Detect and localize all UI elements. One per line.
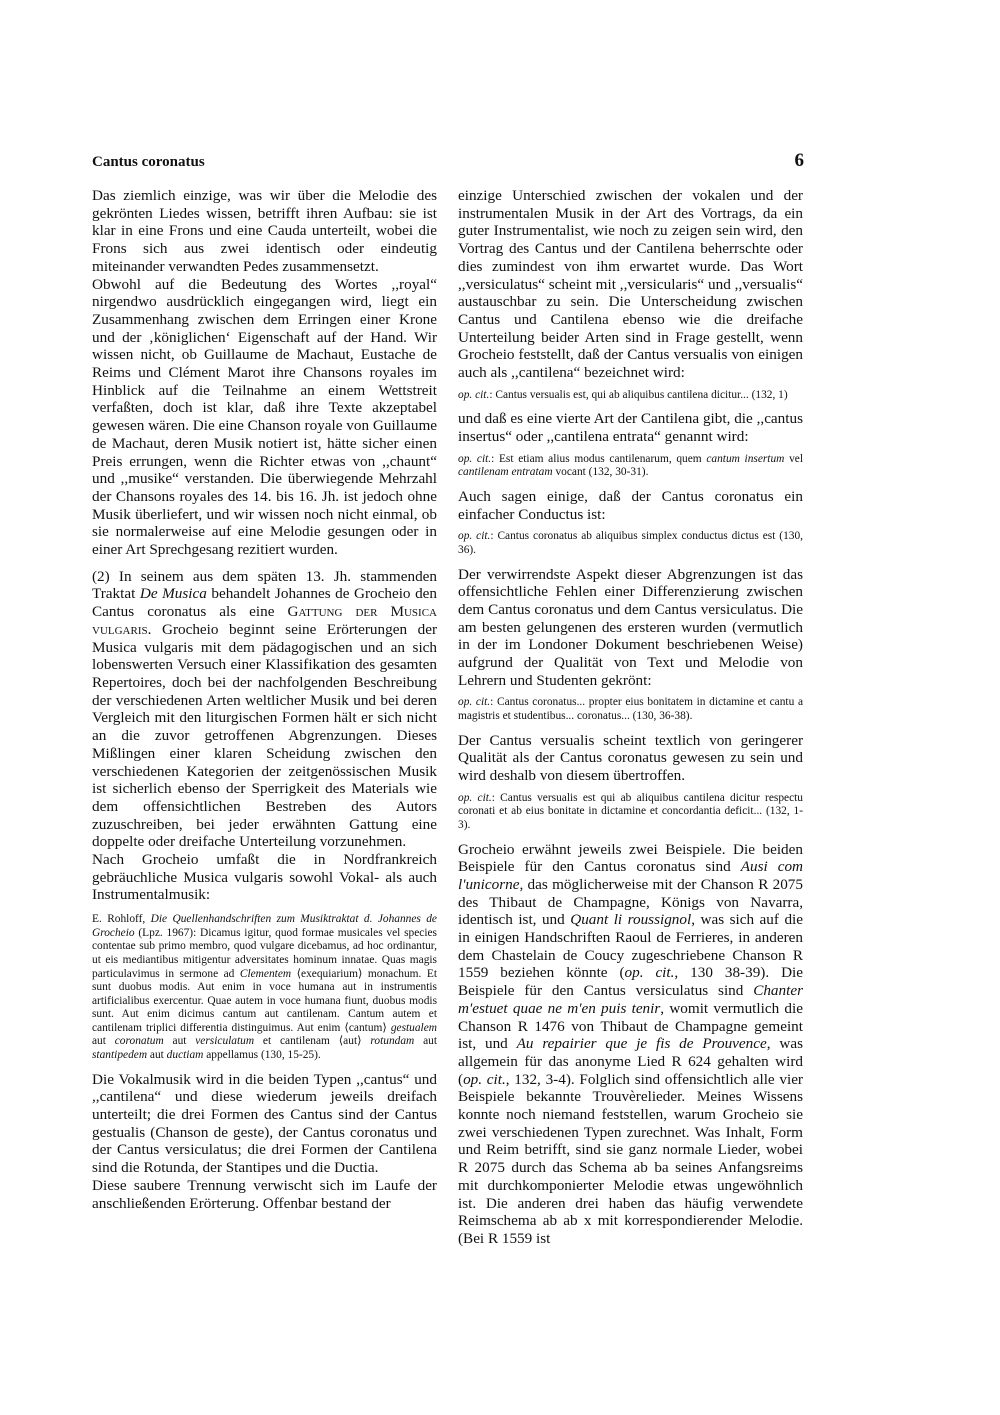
paragraph: Obwohl auf die Bedeutung des Wortes ,,royal“ nirgendwo ausdrücklich eingegangen wird, liegt ein Zusammenhang zwischen dem Erringen einer Krone und der ‚königlichen‘ Eigenschaft auf der Hand. Wir wissen nicht, ob Guillaume de Machaut, Eustache de Reims und Clément Marot ihre Chansons royales im Hinblick auf die Teilnahme an einem Wettstreit verfaßten, doch ist klar, daß ihre Texte akzeptabel gewesen wären. Die eine Chanson royale von Guillaume de Machaut, deren Musik notiert ist, hätte sicher einen Preis errungen, wenn die Richter etwas von ,,chaunt“ und ,,musike“ verstanden. Die überwiegende Mehrzahl der Chansons royales des 14. bis 16. Jh. ist jedoch ohne Musik überliefert, und wir wissen noch nicht einmal, ob sie normalerweise auf eine Melodie gesungen oder in einer Art Sprechgesang rezitiert wurden. — [92, 275, 437, 559]
page-number: 6 — [794, 150, 804, 171]
latin-citation: op. cit.: Est etiam alius modus cantilenarum, quem cantum insertum vel cantilenam entratam vocant (132, 30-31). — [458, 452, 803, 479]
latin-citation: E. Rohloff, Die Quellenhandschriften zum Musiktraktat d. Johannes de Grocheio (Lpz. 1967): Dicamus igitur, quod formae musicales vel species contentae sub primo membro, quod vulgare dicebamus, ad hoc ordinantur, ut eis mediantibus mitigentur adversitates hominum innatae. Quas magis particulavimus in sermone ad Clementem ⟨exequiarium⟩ monachum. Et sunt duobus modis. Aut enim in voce humana aut in instrumentis artificialibus exercentur. Quae autem in voce humana fiunt, duobus modis sunt. Aut enim dicimus cantum aut cantilenam. Cantum autem et cantilenam triplici differentia distinguimus. Aut enim ⟨cantum⟩ gestualem aut coronatum aut versiculatum et cantilenam ⟨aut⟩ rotundam aut stantipedem aut ductiam appellamus (130, 15-25). — [92, 913, 438, 1062]
running-head — [92, 150, 804, 172]
paragraph: Der verwirrendste Aspekt dieser Abgrenzungen ist das offensichtliche Fehlen einer Differenzierung zwischen dem Cantus coronatus und dem Cantus versiculatus. Die am besten gelungenen des ersteren wurden (vermutlich in der im Londoner Dokument beschriebenen Weise) aufgrund der Qualität von Text und Melodie von Lehrern und Studenten gekrönt: — [458, 565, 803, 689]
left-column — [92, 187, 437, 1212]
paragraph: Diese saubere Trennung verwischt sich im Laufe der anschließenden Erörterung. Offenbar bestand der — [92, 1176, 437, 1212]
paragraph: Das ziemlich einzige, was wir über die Melodie des gekrönten Liedes wissen, betrifft ihren Aufbau: sie ist klar in eine Frons und eine Cauda unterteilt, wobei die Frons sich aus zwei identisch oder eindeutig miteinander verwandten Pedes zusammensetzt. — [92, 187, 437, 275]
page-title: Cantus coronatus — [92, 154, 205, 170]
paragraph: einzige Unterschied zwischen der vokalen und der instrumentalen Musik in der Art des Vortrags, da ein guter Instrumentalist, wie noch zu zeigen sein wird, den Vortrag des Cantus und der Cantilena beherrschte oder dies zumindest von ihm erwartet wurde. Das Wort ,,versiculatus“ scheint mit ,,versicularis“ und ,,versualis“ austauschbar zu sein. Die Unterscheidung zwischen Cantus und Cantilena ebenso wie die dreifache Unterteilung beider Arten sind in Frage gestellt, wenn Grocheio feststellt, daß der Cantus versualis von einigen auch als ,,cantilena“ bezeichnet wird: — [458, 187, 803, 382]
paragraph: Nach Grocheio umfaßt die in Nordfrankreich gebräuchliche Musica vulgaris sowohl Vokal- als auch Instrumentalmusik: — [92, 851, 437, 904]
latin-citation: op. cit.: Cantus coronatus... propter eius bonitatem in dictamine et cantu a magistris et studentibus... coronatus... (130, 36-38). — [458, 696, 803, 723]
paragraph: (2) In seinem aus dem späten 13. Jh. stammenden Traktat De Musica behandelt Johannes de Grocheio den Cantus coronatus als eine Gattung der Musica vulgaris. Grocheio beginnt seine Erörterungen der Musica vulgaris mit dem pädagogischen und an sich lobenswerten Versuch einer Klassifikation des gesamten Repertoires, doch bei der nachfolgenden Beschreibung der verschiedenen Arten weltlicher Musik und bei deren Vergleich mit den liturgischen Formen hält er sich nicht an die zuvor getroffenen Abgrenzungen. Dieses Mißlingen einer klaren Scheidung zwischen den verschiedenen Kategorien der zeitgenössischen Musik ist sicherlich ebenso der Sperrigkeit des Materials wie dem offensichtlichen Bestreben des Autors zuzuschreiben, bei jeder erwähnten Gattung eine doppelte oder dreifache Unterteilung vorzunehmen. — [92, 567, 437, 851]
right-column — [458, 187, 803, 1248]
paragraph: Grocheio erwähnt jeweils zwei Beispiele. Die beiden Beispiele für den Cantus coronatus sind Ausi com l'unicorne, das möglicherweise mit der Chanson R 2075 des Thibaut de Champagne, Königs von Navarra, identisch ist, und Quant li roussignol, was sich auf die in einigen Handschriften Raoul de Ferrieres, in anderen dem Chastelain de Coucy zugeschriebene Chanson R 1559 beziehen könnte (op. cit., 130 38-39). Die Beispiele für den Cantus versiculatus sind Chanter m'estuet quae ne m'en puis tenir, womit vermutlich die Chanson R 1476 von Thibaut de Champagne gemeint ist, und Au repairier que je fis de Prouvence, was allgemein für das anonyme Lied R 624 gehalten wird (op. cit., 132, 3-4). Folglich sind offensichtlich alle vier Beispiele bekannte Trouvèrelieder. Meines Wissens konnte noch niemand feststellen, warum Grocheio sie zwei verschiedenen Typen zurechnet. Was Inhalt, Form und Reim betrifft, sind sie ganz normale Lieder, wobei R 2075 durch das Schema ab ba seines Anfangsreims mit durchkomponierter Melodie etwas ungewöhnlich ist. Die anderen drei haben das häufig verwendete Reimschema ab ab x mit korrespondierender Melodie. (Bei R 1559 ist — [458, 840, 804, 1247]
paragraph: Die Vokalmusik wird in die beiden Typen ,,cantus“ und ,,cantilena“ und diese wiederum jeweils dreifach unterteilt; die drei Formen des Cantus sind der Cantus gestualis (Chanson de geste), der Cantus coronatus und der Cantus versiculatus; die drei Formen der Cantilena sind die Rotunda, der Stantipes und die Ductia. — [92, 1070, 437, 1177]
paragraph: Auch sagen einige, daß der Cantus coronatus ein einfacher Conductus ist: — [458, 487, 803, 523]
latin-citation: op. cit.: Cantus versualis est qui ab aliquibus cantilena dicitur respectu coronati et ab eius bonitate in dictamine et concordantia deficit... (132, 1-3). — [458, 791, 803, 831]
paragraph: Der Cantus versualis scheint textlich von geringerer Qualität als der Cantus coronatus gewesen zu sein und wird deshalb von diesem übertroffen. — [458, 731, 803, 785]
latin-citation: op. cit.: Cantus versualis est, qui ab aliquibus cantilena dicitur... (132, 1) — [458, 388, 788, 401]
latin-citation: op. cit.: Cantus coronatus ab aliquibus simplex conductus dictus est (130, 36). — [458, 530, 804, 556]
paragraph: und daß es eine vierte Art der Cantilena gibt, die ,,cantus insertus“ oder ,,cantilena entrata“ genannt wird: — [458, 410, 803, 446]
